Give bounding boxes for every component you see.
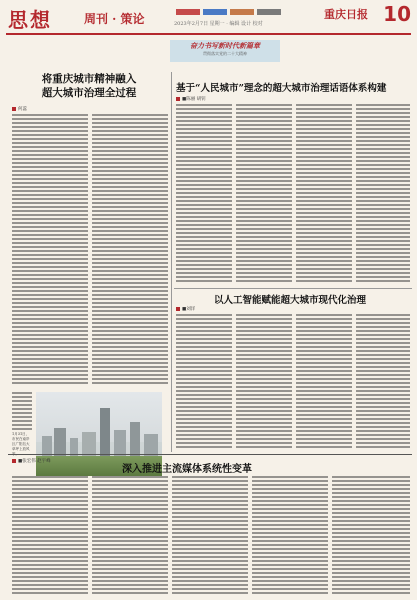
article-3-text-col-1 bbox=[176, 314, 232, 450]
article-1-byline bbox=[12, 106, 27, 112]
section-subtitle: 周刊 · 策论 bbox=[84, 12, 145, 26]
strip-block bbox=[176, 9, 200, 15]
photo-building bbox=[130, 422, 140, 458]
article-1-headline bbox=[14, 72, 164, 100]
photo-building bbox=[70, 438, 78, 458]
article-4-text-col-1 bbox=[12, 476, 88, 594]
article-3-byline bbox=[176, 306, 195, 312]
masthead-rule bbox=[6, 33, 411, 35]
issue-info: 2023年2月7日 星期一 · 编辑 设计 校对 bbox=[174, 21, 263, 27]
byline-marker bbox=[12, 459, 16, 463]
article-2-headline: 基于“人民城市”理念的超大城市治理话语体系构建 bbox=[176, 83, 387, 94]
article-4-headline: 深入推进主流媒体系统性变革 bbox=[122, 464, 252, 475]
masthead bbox=[6, 4, 411, 32]
article-2-text-col-2 bbox=[236, 104, 292, 284]
article-2-author: ■陈丽 胡钊 bbox=[182, 97, 206, 102]
article-1-text-col-1 bbox=[12, 114, 88, 386]
article-2-byline bbox=[176, 96, 206, 102]
article-1-text-col-2 bbox=[92, 114, 168, 386]
article-2-text-col-1 bbox=[176, 104, 232, 284]
section-divider bbox=[174, 288, 412, 289]
color-strip bbox=[176, 9, 286, 17]
page-number: 10 bbox=[383, 2, 411, 26]
column-divider bbox=[171, 72, 172, 452]
banner-subtitle: 贯彻落实党的二十大精神 bbox=[203, 51, 247, 56]
article-3-author: ■刘洋 bbox=[182, 307, 196, 312]
article-1-headline-line1: 将重庆城市精神融入 bbox=[41, 73, 137, 85]
article-2-text-col-3 bbox=[296, 104, 352, 284]
article-4-text-col-3 bbox=[172, 476, 248, 594]
paper-logo: 重庆日报 bbox=[324, 8, 368, 21]
article-1-author: 何蕊 bbox=[18, 107, 27, 112]
article-1-headline-line2: 超大城市治理全过程 bbox=[41, 87, 137, 99]
strip-block bbox=[257, 9, 281, 15]
article-3-text-col-4 bbox=[356, 314, 410, 450]
byline-marker bbox=[176, 97, 180, 101]
strip-block bbox=[230, 9, 254, 15]
section-title: 思想 bbox=[8, 8, 52, 32]
article-4-text-col-2 bbox=[92, 476, 168, 594]
topic-banner bbox=[170, 40, 280, 62]
article-3-text-col-2 bbox=[236, 314, 292, 450]
article-4-text-col-5 bbox=[332, 476, 410, 594]
banner-title: 奋力书写新时代新篇章 bbox=[190, 41, 260, 50]
byline-marker bbox=[176, 307, 180, 311]
photo-tower bbox=[100, 408, 110, 458]
section-divider bbox=[8, 454, 412, 455]
article-3-text-col-3 bbox=[296, 314, 352, 450]
photo-caption: 1月31日，市民在南岸区广阳岛大草坪上放风 bbox=[12, 432, 30, 451]
strip-block bbox=[203, 9, 227, 15]
article-1-text-col-3 bbox=[12, 392, 32, 430]
article-4-author: ■张宏伟 赵宇峰 bbox=[18, 459, 51, 464]
byline-marker bbox=[12, 107, 16, 111]
article-4-byline bbox=[12, 458, 51, 464]
article-2-text-col-4 bbox=[356, 104, 410, 284]
article-3-headline: 以人工智能赋能超大城市现代化治理 bbox=[214, 295, 367, 306]
article-4-text-col-4 bbox=[252, 476, 328, 594]
